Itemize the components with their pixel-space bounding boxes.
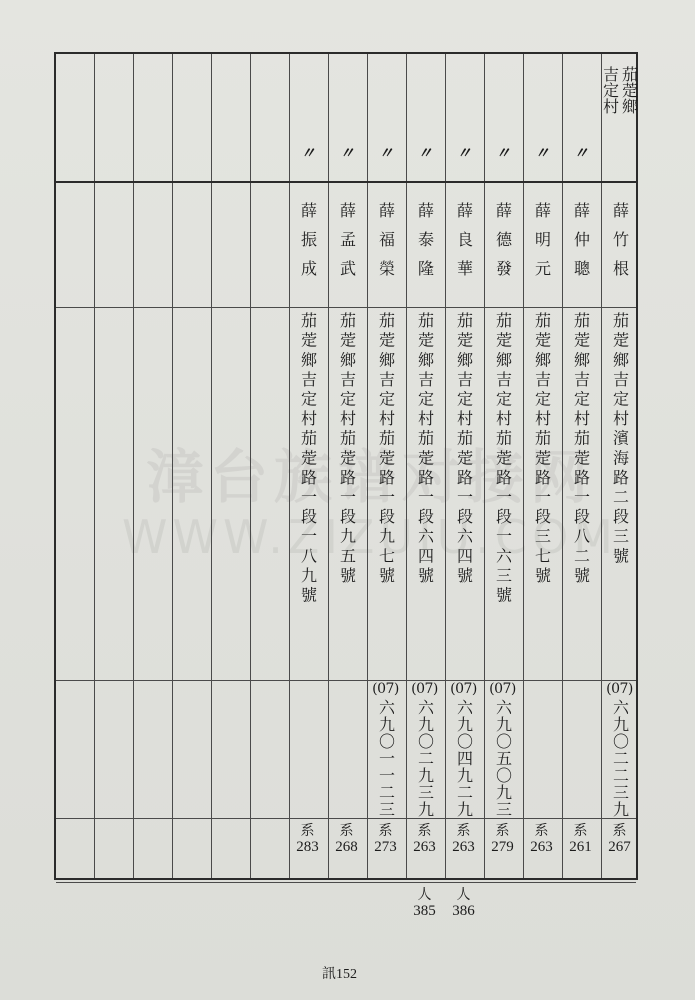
address-text: 茄萣鄉吉定村茄萣路一段一八九號	[298, 312, 318, 606]
code-prefix: 系	[495, 823, 510, 839]
person-name	[600, 202, 639, 289]
code-prefix: 系	[378, 823, 393, 839]
person-name	[522, 202, 561, 289]
address-text: 茄萣鄉吉定村茄萣路一段九七號	[376, 312, 396, 587]
phone-cell	[483, 682, 522, 818]
ditto-mark: 〃	[534, 144, 549, 162]
note-prefix: 人	[456, 887, 471, 903]
watermark-title: 漳台族谱对接网	[145, 443, 594, 511]
code-number: 268	[335, 839, 358, 855]
person-name-text: 薛仲聰	[571, 202, 591, 289]
area-code: (07)	[450, 681, 477, 697]
code-number: 263	[530, 839, 553, 855]
lineage-code	[600, 824, 639, 855]
address	[405, 312, 444, 586]
area-code: (07)	[372, 681, 399, 697]
note-number: 386	[452, 903, 475, 919]
lineage-code	[288, 824, 327, 855]
person-name-text: 薛良華	[454, 202, 474, 289]
code-prefix: 系	[456, 823, 471, 839]
person-name	[327, 202, 366, 289]
address-text: 茄萣鄉吉定村茄萣路一段九五號	[337, 312, 357, 587]
code-number: 263	[452, 839, 475, 855]
code-prefix: 系	[573, 823, 588, 839]
person-name	[561, 202, 600, 289]
address	[288, 312, 327, 606]
code-number: 267	[608, 839, 631, 855]
phone-cell	[444, 682, 483, 818]
code-prefix: 系	[417, 823, 432, 839]
code-prefix: 系	[534, 823, 549, 839]
address	[327, 312, 366, 586]
lineage-code	[366, 824, 405, 855]
page-number: 訊152	[322, 967, 357, 982]
lineage-code	[444, 824, 483, 855]
note-prefix: 人	[417, 887, 432, 903]
village-line: 吉定村	[600, 66, 620, 114]
ditto-mark: 〃	[300, 144, 315, 162]
address-text: 茄萣鄉吉定村茄萣路一段六四號	[454, 312, 474, 587]
address	[444, 312, 483, 586]
code-number: 283	[296, 839, 319, 855]
person-name-text: 薛福榮	[376, 202, 396, 289]
phone-number: 六九〇四九二九	[454, 699, 474, 818]
ditto-mark: 〃	[378, 144, 393, 162]
ditto-mark: 〃	[573, 144, 588, 162]
phone-cell	[600, 682, 639, 818]
note-number: 385	[413, 903, 436, 919]
lineage-code	[405, 824, 444, 855]
person-name-text: 薛振成	[298, 202, 318, 289]
phone-number: 六九〇五〇九三	[493, 699, 513, 818]
code-prefix: 系	[339, 823, 354, 839]
phone-cell	[405, 682, 444, 818]
code-number: 261	[569, 839, 592, 855]
person-name-text: 薛明元	[532, 202, 552, 289]
address	[483, 312, 522, 606]
ditto-mark: 〃	[495, 144, 510, 162]
code-number: 279	[491, 839, 514, 855]
person-name	[366, 202, 405, 289]
code-number: 273	[374, 839, 397, 855]
person-name	[483, 202, 522, 289]
address-text: 茄萣鄉吉定村茄萣路一段一六三號	[493, 312, 513, 606]
village-cell	[600, 66, 638, 121]
person-name-text: 薛泰隆	[415, 202, 435, 289]
code-prefix: 系	[300, 823, 315, 839]
code-prefix: 系	[612, 823, 627, 839]
address-text: 茄萣鄉吉定村茄萣路一段八二號	[571, 312, 591, 587]
address	[366, 312, 405, 586]
lineage-code	[561, 824, 600, 855]
phone-cell	[366, 682, 405, 818]
person-name	[405, 202, 444, 289]
area-code: (07)	[606, 681, 633, 697]
code-number: 263	[413, 839, 436, 855]
person-name-text: 薛竹根	[610, 202, 630, 289]
note-cell	[444, 888, 483, 919]
address	[522, 312, 561, 586]
person-name-text: 薛德發	[493, 202, 513, 289]
phone-number: 六九〇二二三九	[610, 699, 630, 818]
address	[561, 312, 600, 586]
area-code: (07)	[411, 681, 438, 697]
person-name	[444, 202, 483, 289]
ditto-mark: 〃	[417, 144, 432, 162]
lineage-code	[327, 824, 366, 855]
person-name	[288, 202, 327, 289]
address	[600, 312, 639, 567]
area-code: (07)	[489, 681, 516, 697]
address-text: 茄萣鄉吉定村茄萣路一段三七號	[532, 312, 552, 587]
note-cell	[405, 888, 444, 919]
lineage-code	[522, 824, 561, 855]
person-name-text: 薛孟武	[337, 202, 357, 289]
ditto-mark: 〃	[339, 144, 354, 162]
watermark-url: WWW.ZIZUIU.COM	[122, 510, 618, 564]
lineage-code	[483, 824, 522, 855]
address-text: 茄萣鄉吉定村茄萣路一段六四號	[415, 312, 435, 587]
address-text: 茄萣鄉吉定村濱海路二段三號	[610, 312, 630, 567]
phone-number: 六九〇一一二三	[376, 699, 396, 818]
phone-number: 六九〇二九三九	[415, 699, 435, 818]
village-line: 茄萣鄉	[619, 66, 639, 114]
ditto-mark: 〃	[456, 144, 471, 162]
